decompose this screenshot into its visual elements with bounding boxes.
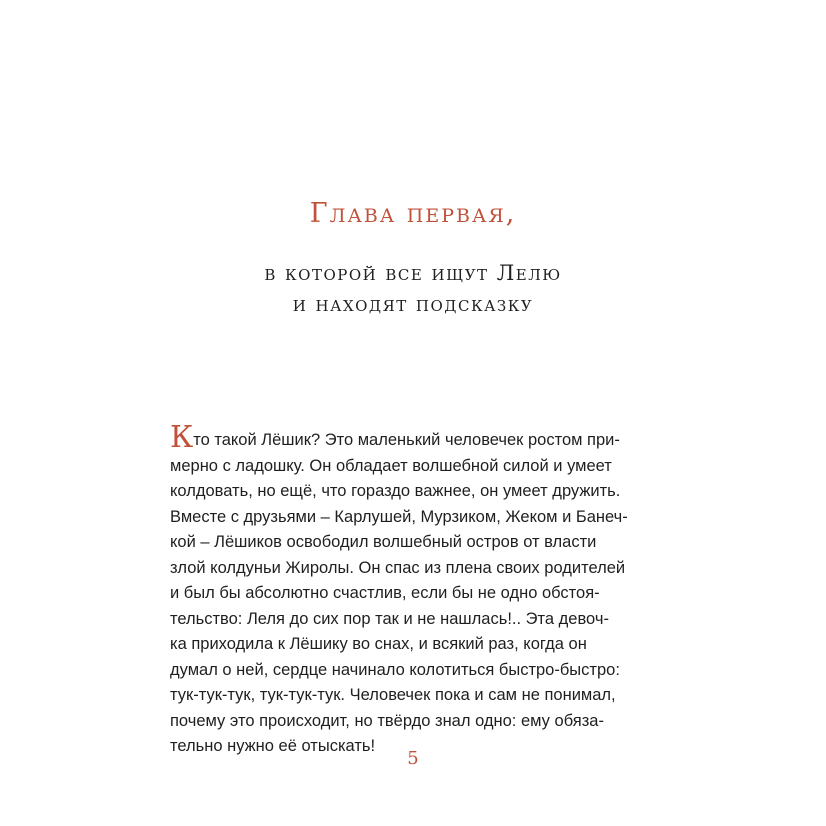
body-text [170,420,660,760]
page-number: 5 [407,748,419,769]
subtitle-line: в которой все ищут Лелю [264,261,562,285]
text-line: тельство: Леля до сих пор так и не нашлась!.. Эта девоч- [170,609,609,628]
text-line: колдовать, но ещё, что гораздо важнее, он умеет дружить. [170,482,621,500]
text-line [170,420,660,455]
text-line: думал о ней, сердце начинало колотиться быстро-быстро: [170,660,620,679]
text-line: и был бы абсолютно счастлив, если бы не одно обстоя- [170,584,600,602]
chapter-subtitle [0,258,826,320]
text-line: ка приходила к Лёшику во снах, и всякий раз, когда он [170,635,587,653]
text-line: кой – Лёшиков освободил волшебный остров от власти [170,533,597,551]
text-line: Вместе с друзьями – Карлушей, Мурзиком, Жеком и Банеч- [170,507,628,526]
chapter-title: Глава первая, [309,198,517,229]
drop-cap: К [170,420,194,455]
subtitle-line: и находят подсказку [292,292,534,316]
first-line-text: то такой Лёшик? Это маленький человечек ростом при- [193,431,620,449]
text-line: злой колдуньи Жиролы. Он спас из плена своих родителей [170,558,626,577]
text-line: почему это происходит, но твёрдо знал одно: ему обяза- [170,711,604,730]
text-line: мерно с ладошку. Он обладает волшебной силой и умеет [170,456,612,475]
text-line: тельно нужно её отыскать! [170,737,376,755]
text-line: тук-тук-тук, тук-тук-тук. Человечек пока и сам не понимал, [170,686,616,704]
